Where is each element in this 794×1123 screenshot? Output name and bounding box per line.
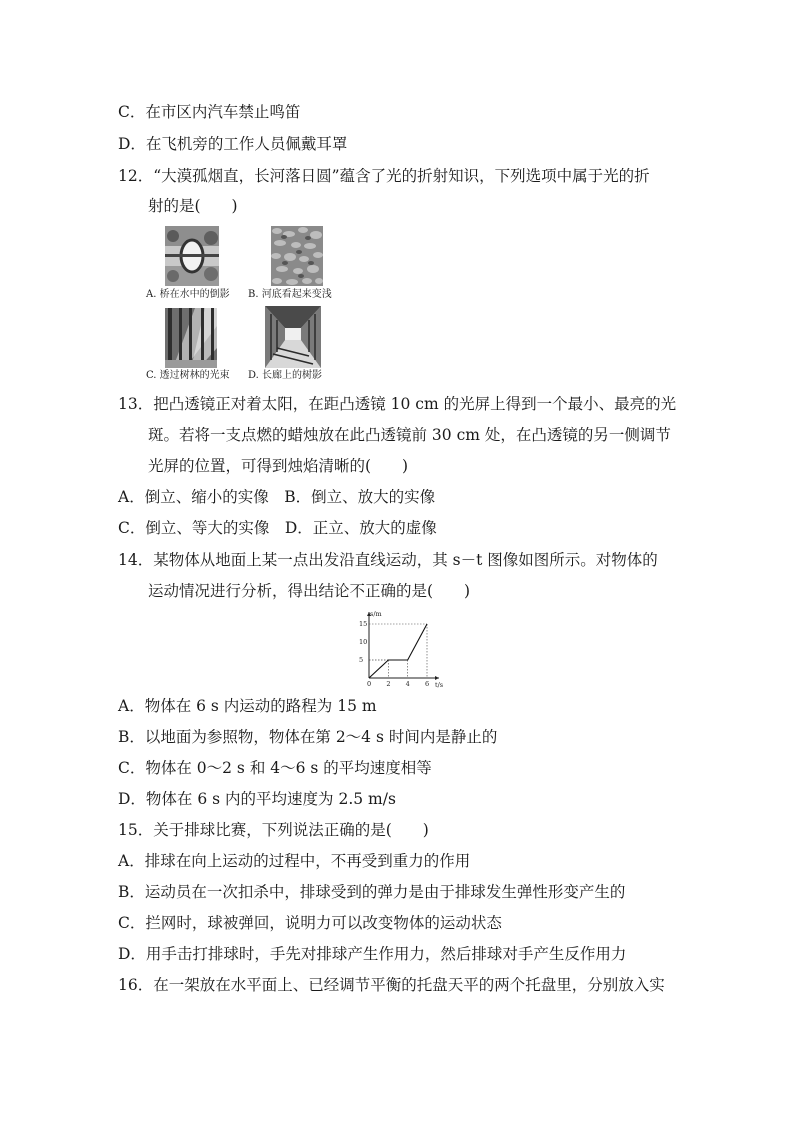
caption-a: A. 桥在水中的倒影: [146, 289, 230, 300]
q13-options-cd: C．倒立、等大的实像 D．正立、放大的虚像: [118, 519, 437, 537]
riverbed-image: [271, 226, 323, 286]
q15-option-d: D．用手击打排球时，手先对排球产生作用力，然后排球对手产生反作用力: [118, 945, 627, 963]
q13-stem-line-3: 光屏的位置，可得到烛焰清晰的( ): [148, 457, 409, 475]
bridge-reflection-image: [165, 226, 219, 286]
q14-option-a: A．物体在 6 s 内运动的路程为 15 m: [118, 697, 377, 715]
q15-option-c: C．拦网时，球被弹回，说明力可以改变物体的运动状态: [118, 914, 502, 932]
q15-option-b: B．运动员在一次扣杀中，排球受到的弹力是由于排球发生弹性形变产生的: [118, 883, 626, 901]
x-tick-label: 0: [367, 680, 372, 688]
q12-stem-line-1: 12．“大漠孤烟直，长河落日圆”蕴含了光的折射知识，下列选项中属于光的折: [118, 167, 650, 185]
q14-option-b: B．以地面为参照物，物体在第 2～4 s 时间内是静止的: [118, 728, 498, 746]
forest-light-beams-image: [165, 308, 217, 368]
s-t-graph: [354, 604, 444, 688]
y-tick-label: 10: [359, 638, 368, 646]
q13-stem-line-1: 13．把凸透镜正对着太阳，在距凸透镜 10 cm 的光屏上得到一个最小、最亮的光: [118, 395, 677, 413]
q15-option-a: A．排球在向上运动的过程中，不再受到重力的作用: [118, 852, 471, 870]
caption-b: B. 河底看起来变浅: [248, 289, 332, 300]
y-tick-label: 15: [359, 620, 368, 628]
x-axis-label: t/s: [435, 681, 444, 688]
y-tick-label: 5: [359, 656, 364, 664]
q14-option-c: C．物体在 0～2 s 和 4～6 s 的平均速度相等: [118, 759, 432, 777]
s-t-graph-svg: [354, 604, 444, 688]
q13-options-ab: A．倒立、缩小的实像 B．倒立、放大的实像: [118, 488, 436, 506]
q14-option-d: D．物体在 6 s 内的平均速度为 2.5 m/s: [118, 790, 396, 808]
q16-stem-line-1: 16．在一架放在水平面上、已经调节平衡的托盘天平的两个托盘里，分别放入实: [118, 976, 665, 994]
corridor-shadows-image: [265, 306, 321, 368]
y-axis-label: s/m: [370, 610, 382, 618]
q11-option-d: D．在飞机旁的工作人员佩戴耳罩: [118, 135, 348, 153]
x-tick-label: 6: [425, 680, 430, 688]
q14-stem-line-2: 运动情况进行分析，得出结论不正确的是( ): [148, 582, 471, 600]
caption-d: D. 长廊上的树影: [248, 370, 323, 381]
q11-option-c: C．在市区内汽车禁止鸣笛: [118, 103, 301, 121]
q13-stem-line-2: 斑。若将一支点燃的蜡烛放在此凸透镜前 30 cm 处，在凸透镜的另一侧调节: [148, 426, 671, 444]
q15-stem: 15．关于排球比赛，下列说法正确的是( ): [118, 821, 429, 839]
x-tick-label: 4: [405, 680, 410, 688]
x-axis-arrow: [435, 676, 439, 680]
q12-stem-line-2: 射的是( ): [148, 197, 238, 215]
q14-stem-line-1: 14．某物体从地面上某一点出发沿直线运动，其 s－t 图像如图所示。对物体的: [118, 551, 658, 569]
x-tick-label: 2: [386, 680, 391, 688]
caption-c: C. 透过树林的光束: [146, 370, 230, 381]
s-t-series-line: [369, 624, 427, 678]
